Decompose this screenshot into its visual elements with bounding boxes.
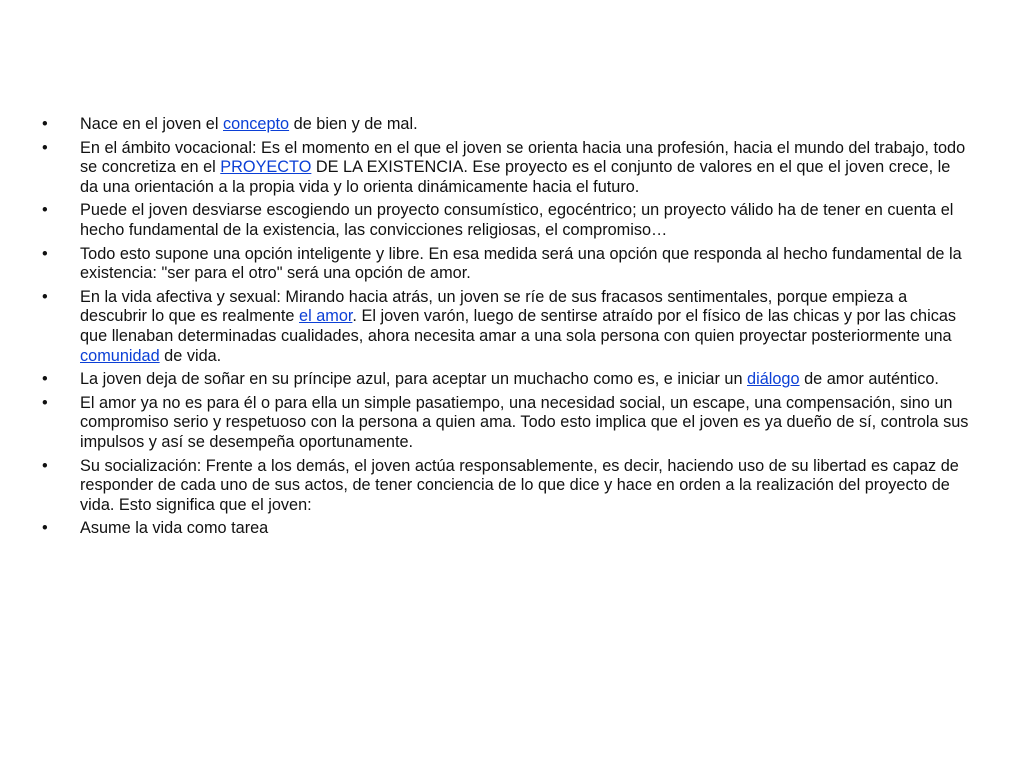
bullet-item	[42, 394, 972, 453]
bullet-text	[80, 457, 959, 514]
bullet-text	[80, 139, 965, 196]
text-segment: El amor ya no es para él o para ella un simple pasatiempo, una necesidad social, un escape, una compensación, sino un compromiso serio y respetuoso con la persona a quien ama. Todo esto implica que el joven es ya dueño de sí, controla sus impulsos y así se desempeña oportunamente.	[80, 393, 969, 451]
hyperlink[interactable]: concepto	[223, 115, 290, 133]
bullet-dot-icon: •	[42, 370, 48, 389]
text-segment: de amor auténtico.	[799, 370, 939, 389]
text-segment: DE LA EXISTENCIA. Ese proyecto es el conjunto de valores en el que el joven crece, le da una orientación a la propia vida y lo orienta dinámicamente hacia el futuro.	[80, 158, 951, 196]
text-segment: de vida.	[159, 346, 222, 365]
text-segment: En el ámbito vocacional: Es el momento en el que el joven se orienta hacia una profesión, hacia el mundo del trabajo, todo se concretiza en el	[80, 138, 966, 177]
text-segment: Puede el joven desviarse escogiendo un proyecto consumístico, egocéntrico; un proyecto válido ha de tener en cuenta el hecho fundamental de la existencia, las convicciones religiosas, el compromiso…	[80, 201, 954, 239]
bullet-dot-icon: •	[42, 519, 48, 538]
bullet-dot-icon: •	[42, 201, 48, 220]
bullet-text	[80, 370, 939, 388]
hyperlink[interactable]: diálogo	[747, 370, 800, 389]
text-segment: Nace en el joven el	[80, 115, 224, 133]
text-segment: En la vida afectiva y sexual: Mirando hacia atrás, un joven se ríe de sus fracasos sentimentales, porque empieza a descubrir lo que es realmente	[80, 287, 908, 326]
bullet-dot-icon: •	[42, 115, 48, 133]
bullet-dot-icon: •	[42, 287, 48, 306]
bullet-item	[42, 457, 972, 516]
bullet-list	[42, 115, 972, 543]
bullet-dot-icon: •	[42, 244, 48, 263]
hyperlink[interactable]: comunidad	[80, 346, 160, 365]
text-segment: La joven deja de soñar en su príncipe azul, para aceptar un muchacho como es, e iniciar un	[80, 370, 748, 389]
bullet-text	[80, 519, 268, 537]
hyperlink[interactable]: PROYECTO	[220, 158, 312, 177]
bullet-text	[80, 201, 953, 239]
bullet-item	[42, 139, 972, 198]
bullet-item	[42, 370, 972, 390]
bullet-dot-icon: •	[42, 393, 48, 412]
bullet-item	[42, 201, 972, 240]
bullet-dot-icon: •	[42, 456, 48, 475]
text-segment: Asume la vida como tarea	[80, 519, 269, 538]
bullet-text	[80, 288, 956, 365]
text-segment: Todo esto supone una opción inteligente y libre. En esa medida será una opción que responda al hecho fundamental de la existencia: "ser para el otro" será una opción de amor.	[80, 244, 962, 283]
bullet-dot-icon: •	[42, 138, 48, 157]
text-segment: de bien y de mal.	[289, 115, 418, 133]
text-segment: Su socialización: Frente a los demás, el joven actúa responsablemente, es decir, haciendo uso de su libertad es capaz de responder de cada uno de sus actos, de tener conciencia de lo que dice y hace en orden a la realización del proyecto de vida. Esto significa que el joven:	[80, 456, 959, 514]
bullet-item	[42, 115, 972, 135]
bullet-text	[80, 115, 418, 133]
hyperlink[interactable]: el amor	[299, 307, 353, 326]
bullet-item	[42, 519, 972, 539]
bullet-item	[42, 245, 972, 284]
bullet-text	[80, 245, 962, 283]
bullet-text	[80, 394, 968, 451]
text-segment: . El joven varón, luego de sentirse atraído por el físico de las chicas y por las chicas que llenaban determinadas cualidades, ahora necesita amar a una sola persona con quien proyectar posteriormente una	[80, 307, 957, 345]
bullet-item	[42, 288, 972, 366]
